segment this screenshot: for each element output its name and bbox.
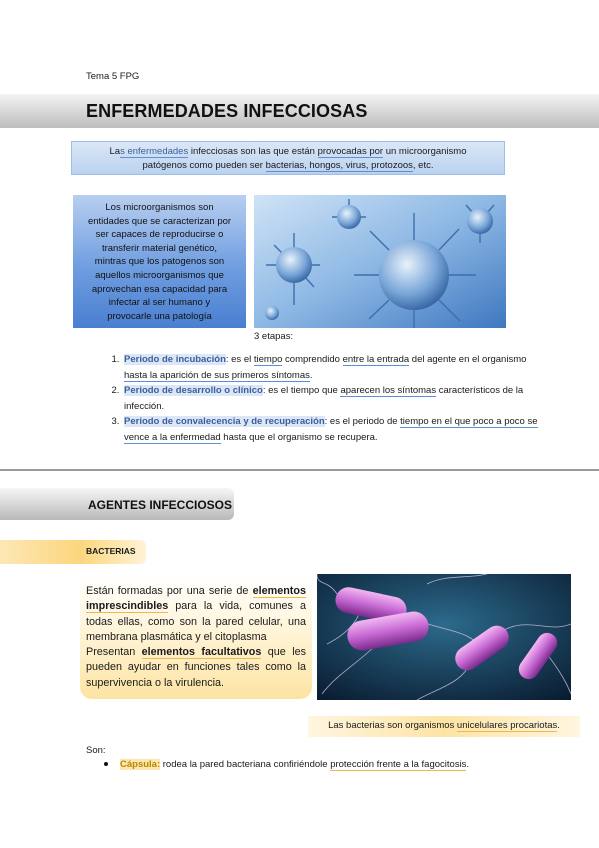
- definition-line: infectar al ser humano y: [108, 297, 211, 309]
- stage-text: del agente en el organismo: [409, 354, 527, 365]
- definition-line: aprovechan esa capacidad para: [91, 283, 228, 295]
- stage-term: Periodo de convalecencia y de recuperación: [124, 416, 325, 427]
- section-heading: AGENTES INFECCIOSOS: [88, 498, 233, 512]
- stage-text: comprendido: [282, 354, 343, 365]
- intro-text: un microorganismo: [383, 146, 467, 157]
- definition-line: entidades que se caracterizan por: [87, 215, 232, 227]
- definition-line: Los microorganismos son: [105, 202, 214, 213]
- stage-underline: tiempo: [253, 354, 283, 365]
- stage-underline: hasta la aparición de sus primeros síntomas: [124, 369, 310, 381]
- intro-text: infecciosas son las que están: [188, 146, 318, 157]
- stages-label: 3 etapas:: [254, 331, 294, 342]
- microorganism-definition-box: [73, 195, 246, 328]
- intro-text: , etc.: [412, 160, 434, 171]
- intro-text: La: [109, 146, 121, 157]
- son-label: Son:: [86, 745, 106, 756]
- bacteria-description-box: [80, 576, 312, 699]
- intro-text: patógenos como pueden ser: [142, 160, 266, 171]
- virus-illustration: [254, 195, 506, 328]
- stage-text: : es el tiempo que: [262, 385, 341, 396]
- capsula-term: Cápsula:: [120, 759, 161, 770]
- stage-underline: entre la entrada: [342, 354, 410, 365]
- bacteria-illustration: [317, 574, 571, 700]
- caption-highlight: unicelulares procariotas: [456, 720, 558, 731]
- capsula-underline: protección frente a la fagocitosis: [330, 759, 467, 770]
- stage-text: característicos de la infección.: [124, 385, 524, 412]
- stage-term: Periodo de desarrollo o clínico: [124, 385, 263, 396]
- stages-list: [104, 352, 542, 445]
- caption-text: .: [557, 720, 560, 731]
- bullet-icon: [104, 762, 108, 766]
- capsula-text: .: [466, 759, 470, 770]
- bacteria-text: para la vida, comunes a todas ellas, como son la pared celular, una membrana plasmática y el citoplasma: [86, 600, 306, 643]
- intro-text: s enfermedades: [120, 146, 189, 157]
- definition-line: ser capaces de reproducirse o: [95, 229, 224, 241]
- intro-highlight: provocadas por: [317, 146, 384, 157]
- section-divider: [0, 469, 599, 471]
- bacteria-keyterm: elementos imprescindibles: [86, 585, 306, 613]
- definition-line: aquellos microorganismos que: [95, 269, 224, 281]
- list-item: [122, 383, 542, 414]
- definition-line: provocarle una patología: [107, 310, 212, 322]
- subsection-heading: BACTERIAS: [86, 546, 136, 556]
- bacteria-text: que les pueden ayudar en funciones tales como la supervivencia o la virulencia.: [86, 646, 306, 689]
- stage-underline: tiempo en el que poco a poco se vence a la enfermedad: [124, 416, 538, 443]
- capsula-text: rodea la pared bacteriana confiriéndole: [160, 759, 331, 770]
- stage-text: hasta que el organismo se recupera.: [220, 431, 378, 443]
- list-item: [122, 352, 542, 383]
- intro-highlight: bacterias, hongos, virus, protozoos: [265, 160, 413, 171]
- stage-text: .: [309, 369, 313, 381]
- document-header: Tema 5 FPG: [86, 71, 140, 82]
- intro-box: [71, 141, 505, 175]
- bacteria-text: Están formadas por una serie de: [86, 585, 253, 597]
- bacteria-caption: [308, 716, 580, 737]
- page-title: ENFERMEDADES INFECCIOSAS: [86, 101, 368, 121]
- list-item: [104, 759, 469, 770]
- caption-text: Las bacterias son organismos: [328, 720, 457, 731]
- stage-term: Periodo de incubación: [124, 354, 226, 365]
- list-item: [122, 414, 542, 445]
- definition-line: mintras que los patogenos son: [94, 256, 225, 268]
- bacteria-keyterm: elementos facultativos: [141, 646, 262, 659]
- definition-line: transferir material genético,: [101, 242, 218, 254]
- stage-underline: aparecen los síntomas: [340, 385, 437, 396]
- stage-text: : es el: [225, 354, 254, 365]
- bacteria-text: Presentan: [86, 646, 142, 659]
- stage-text: : es el periodo de: [324, 416, 401, 427]
